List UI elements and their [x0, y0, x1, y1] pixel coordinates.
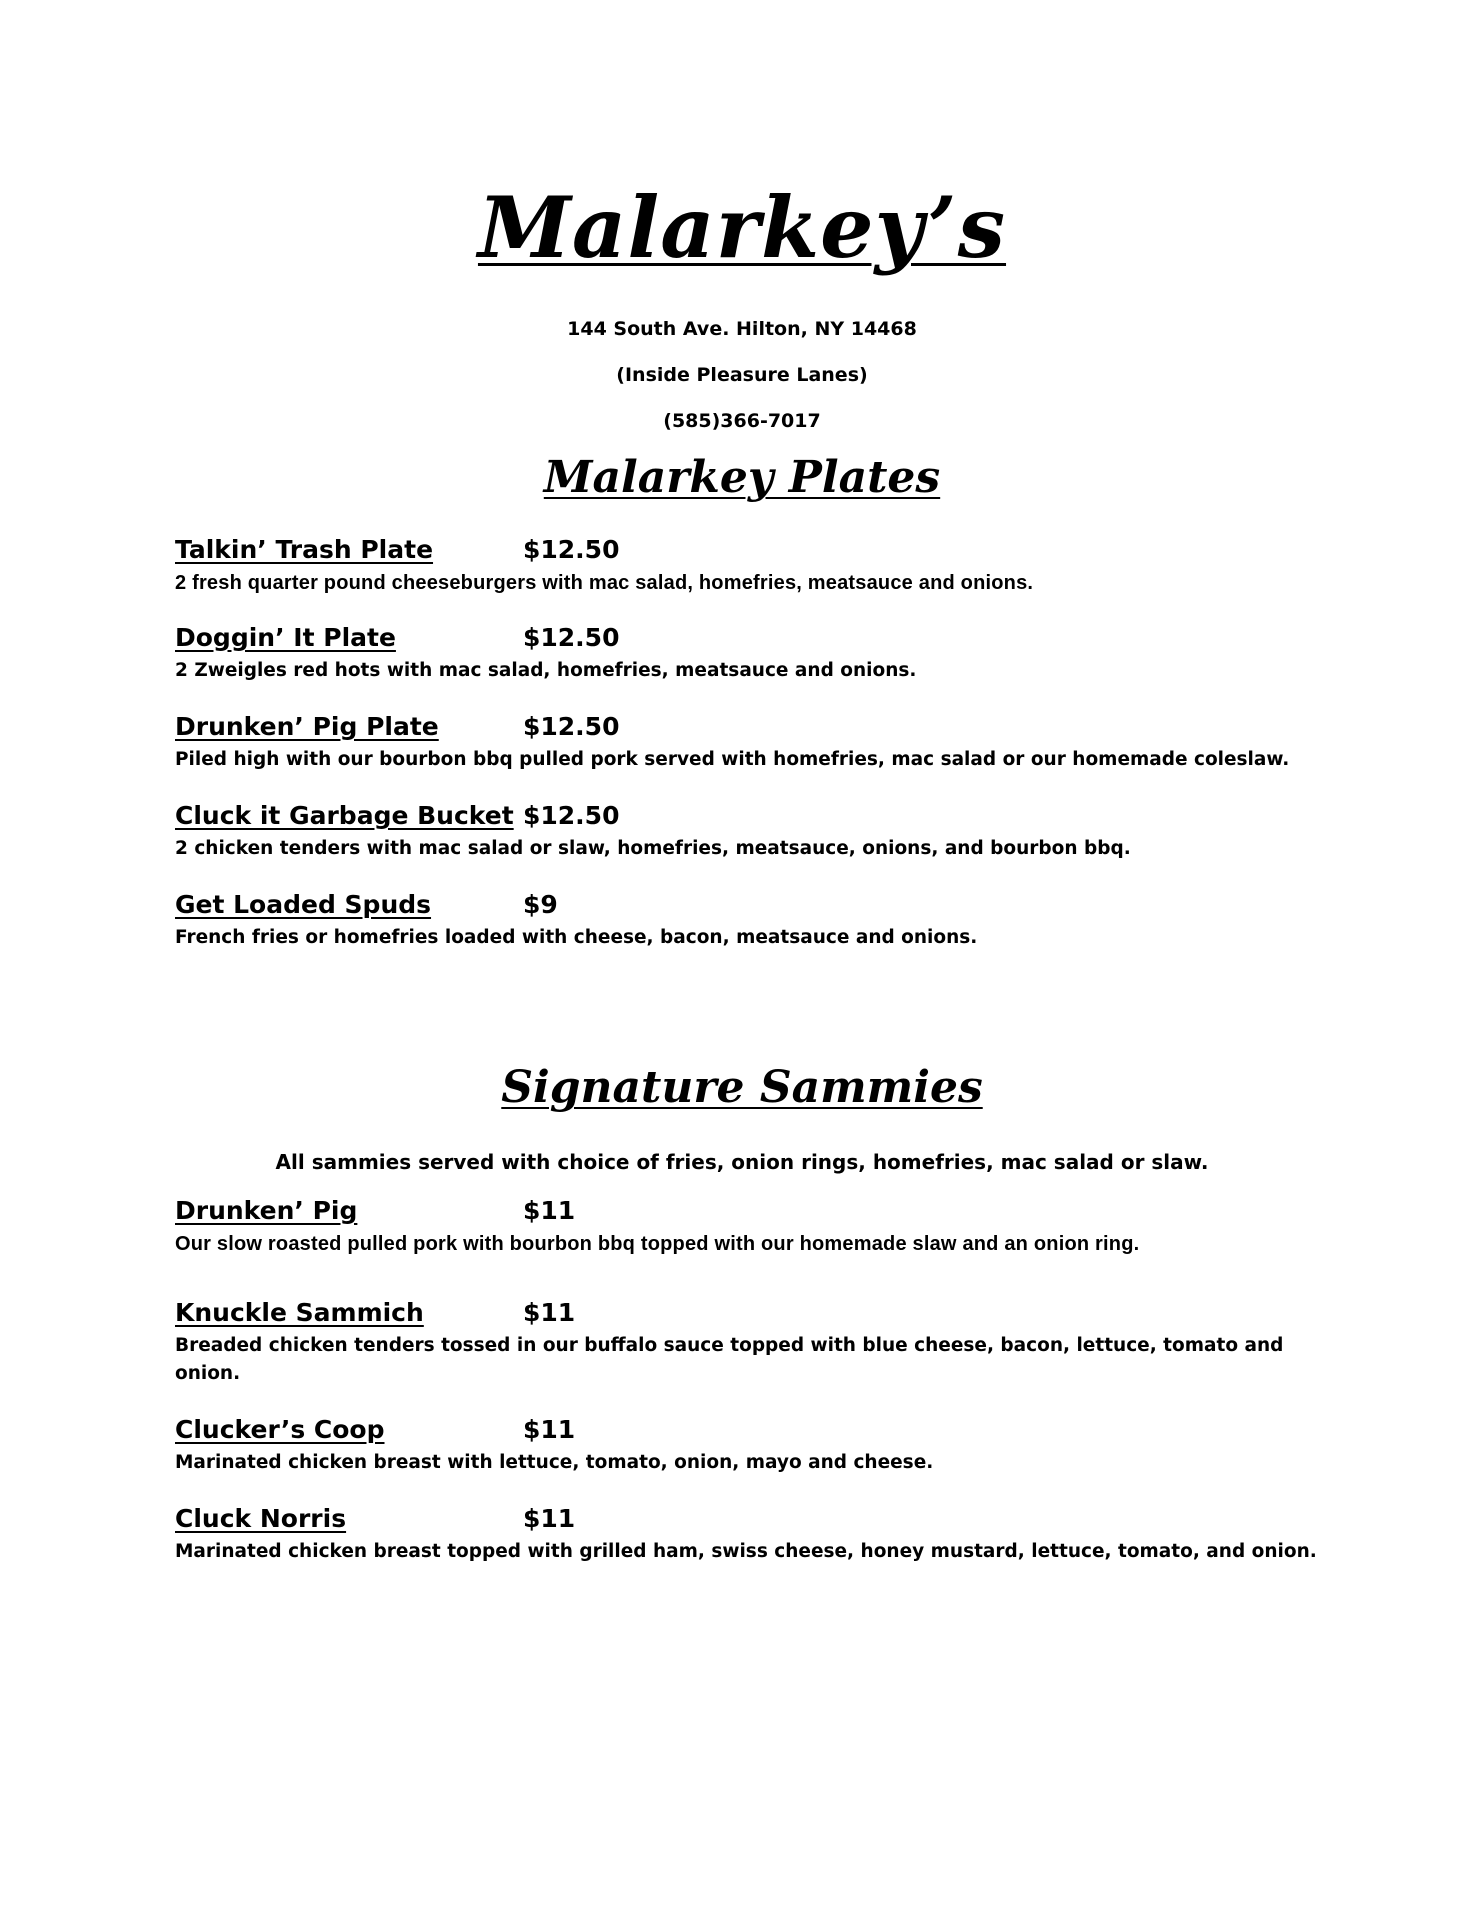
item-price: $11	[523, 1415, 576, 1444]
item-description: Marinated chicken breast with lettuce, tomato, onion, mayo and cheese.	[175, 1452, 934, 1473]
plates-section-title: Malarkey Plates	[543, 452, 941, 503]
sammies-section-title: Signature Sammies	[501, 1062, 983, 1113]
sammies-note: All sammies served with choice of fries, onion rings, homefries, mac salad or slaw.	[275, 1150, 1209, 1174]
item-description: 2 Zweigles red hots with mac salad, homefries, meatsauce and onions.	[175, 660, 917, 681]
item-price: $12.50	[523, 801, 620, 830]
menu-item	[175, 801, 1325, 863]
menu-item	[175, 1196, 1325, 1258]
item-name: Drunken’ Pig Plate	[175, 712, 439, 741]
item-price: $11	[523, 1298, 576, 1327]
item-name: Cluck Norris	[175, 1504, 347, 1533]
item-name: Get Loaded Spuds	[175, 890, 432, 919]
location-note: (Inside Pleasure Lanes)	[616, 364, 868, 386]
item-description: Breaded chicken tenders tossed in our buffalo sauce topped with blue cheese, bacon, lettuce, tomato and onion.	[175, 1335, 1284, 1384]
menu-item	[175, 1415, 1325, 1477]
item-price: $9	[523, 890, 558, 919]
item-name: Doggin’ It Plate	[175, 623, 396, 652]
phone-number: (585)366-7017	[663, 410, 821, 432]
item-price: $11	[523, 1196, 576, 1225]
item-name: Talkin’ Trash Plate	[175, 535, 434, 564]
item-description: 2 chicken tenders with mac salad or slaw, homefries, meatsauce, onions, and bourbon bbq.	[175, 838, 1131, 859]
item-price: $12.50	[523, 712, 620, 741]
item-description: Marinated chicken breast topped with grilled ham, swiss cheese, honey mustard, lettuce, tomato, and onion.	[175, 1541, 1317, 1562]
restaurant-title: Malarkey’s	[477, 178, 1007, 277]
menu-item	[175, 1504, 1325, 1566]
menu-item	[175, 623, 1325, 685]
item-description: Our slow roasted pulled pork with bourbon bbq topped with our homemade slaw and an onion ring.	[175, 1233, 1140, 1255]
item-name: Drunken’ Pig	[175, 1196, 358, 1225]
menu-item	[175, 1298, 1325, 1388]
item-price: $12.50	[523, 535, 620, 564]
address-line: 144 South Ave. Hilton, NY 14468	[567, 318, 917, 340]
menu-item	[175, 712, 1325, 774]
item-name: Cluck it Garbage Bucket	[175, 801, 514, 830]
item-name: Clucker’s Coop	[175, 1415, 385, 1444]
menu-item	[175, 890, 1325, 952]
item-price: $12.50	[523, 623, 620, 652]
item-price: $11	[523, 1504, 576, 1533]
item-description: French fries or homefries loaded with cheese, bacon, meatsauce and onions.	[175, 927, 978, 948]
item-name: Knuckle Sammich	[175, 1298, 424, 1327]
item-description: 2 fresh quarter pound cheeseburgers with mac salad, homefries, meatsauce and onions.	[175, 572, 1034, 594]
menu-item	[175, 535, 1325, 597]
item-description: Piled high with our bourbon bbq pulled pork served with homefries, mac salad or our homemade coleslaw.	[175, 749, 1290, 770]
